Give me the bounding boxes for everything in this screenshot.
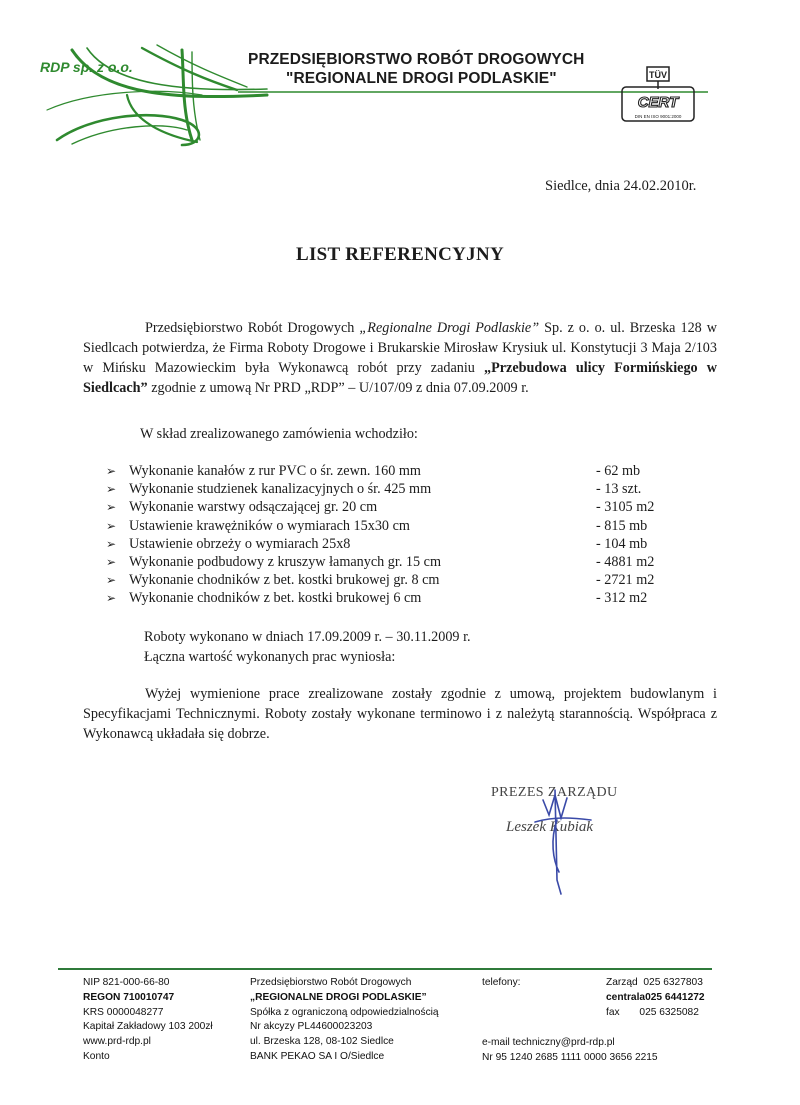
footer-company-name: Przedsiębiorstwo Robót Drogowych bbox=[250, 977, 412, 988]
footer-contact-bank bbox=[482, 1036, 658, 1066]
scope-intro: W skład zrealizowanego zamówienia wchodziło: bbox=[140, 426, 418, 442]
closing-paragraph: Wyżej wymienione prace zrealizowane zostały zgodnie z umową, projektem budowlanym i Specyfikacjami Technicznymi. Roboty zostały wykonane terminowo i z należytą starannością. Współpraca z Wykonawcą układała się dobrze. bbox=[83, 686, 717, 742]
footer-bank-account: Nr 95 1240 2685 1111 0000 3656 2215 bbox=[482, 1051, 658, 1063]
footer-account-label: Konto bbox=[83, 1050, 110, 1062]
total-value-line: Łączna wartość wykonanych prac wyniosła: bbox=[144, 649, 396, 665]
svg-text:CERT: CERT bbox=[637, 94, 679, 111]
work-quantity: - 815 mb bbox=[596, 517, 648, 534]
works-list-item bbox=[106, 480, 706, 498]
work-quantity: - 62 mb bbox=[596, 463, 641, 479]
footer-fax: fax 025 6325082 bbox=[606, 1006, 699, 1018]
svg-text:DIN EN ISO 9001:2000: DIN EN ISO 9001:2000 bbox=[634, 114, 682, 119]
works-list-item bbox=[106, 571, 706, 589]
company-name-line1: PRZEDSIĘBIORSTWO ROBÓT DROGOWYCH bbox=[248, 51, 585, 68]
rdp-road-interchange-logo-graphic bbox=[32, 40, 282, 150]
arrow-bullet-icon: ➢ bbox=[106, 536, 117, 551]
work-description: Ustawienie obrzeży o wymiarach 25x8 bbox=[129, 535, 351, 552]
footer-company-info bbox=[250, 976, 439, 1065]
arrow-bullet-icon: ➢ bbox=[106, 573, 117, 588]
footer-phone-central: centrala025 6441272 bbox=[606, 991, 705, 1003]
logo-text: RDP sp. z o.o. bbox=[40, 59, 133, 75]
company-name-line2: "REGIONALNE DROGI PODLASKIE" bbox=[286, 70, 557, 87]
work-quantity: - 13 szt. bbox=[596, 481, 642, 498]
work-description: Wykonanie kanałów z rur PVC o śr. zewn. 160 mm bbox=[129, 463, 421, 479]
arrow-bullet-icon: ➢ bbox=[106, 518, 117, 533]
arrow-bullet-icon: ➢ bbox=[106, 464, 117, 478]
works-list-item bbox=[106, 589, 706, 607]
handwritten-signature bbox=[495, 760, 605, 900]
works-list-item bbox=[106, 498, 706, 516]
works-list-item bbox=[106, 535, 706, 553]
work-description: Wykonanie chodników z bet. kostki brukowej gr. 8 cm bbox=[129, 572, 440, 589]
footer-phone-numbers bbox=[606, 976, 705, 1020]
arrow-bullet-icon: ➢ bbox=[106, 591, 117, 606]
footer-excise-number: Nr akcyzy PL44600023203 bbox=[250, 1021, 373, 1033]
company-name-italic: „Regionalne Drogi Podlaskie” bbox=[359, 320, 540, 336]
works-list-item bbox=[106, 517, 706, 535]
work-quantity: - 2721 m2 bbox=[596, 572, 655, 589]
footer-krs: KRS 0000048277 bbox=[83, 1006, 164, 1018]
footer-website: www.prd-rdp.pl bbox=[83, 1036, 151, 1048]
footer-nip: NIP 821-000-66-80 bbox=[83, 977, 170, 988]
work-description: Ustawienie krawężników o wymiarach 15x30 cm bbox=[129, 517, 410, 534]
works-dates bbox=[144, 627, 471, 667]
work-quantity: - 3105 m2 bbox=[596, 499, 655, 516]
arrow-bullet-icon: ➢ bbox=[106, 482, 117, 497]
works-list-item bbox=[106, 553, 706, 571]
work-quantity: - 104 mb bbox=[596, 535, 648, 552]
footer-address: ul. Brzeska 128, 08-102 Siedlce bbox=[250, 1036, 394, 1048]
footer-phones-label: telefony: bbox=[482, 977, 521, 988]
svg-text:TÜV: TÜV bbox=[649, 70, 667, 80]
work-description: Wykonanie studzienek kanalizacyjnych o śr. 425 mm bbox=[129, 481, 432, 498]
footer-capital: Kapitał Zakładowy 103 200zł bbox=[83, 1021, 213, 1033]
work-description: Wykonanie chodników z bet. kostki brukowej 6 cm bbox=[129, 590, 422, 607]
footer-bank: BANK PEKAO SA I O/Siedlce bbox=[250, 1050, 385, 1062]
arrow-bullet-icon: ➢ bbox=[106, 500, 117, 515]
tuv-cert-logo bbox=[621, 65, 695, 123]
arrow-bullet-icon: ➢ bbox=[106, 554, 117, 569]
footer-registration-info bbox=[83, 976, 213, 1065]
intro-paragraph: Przedsiębiorstwo Robót Drogowych „Regionalne Drogi Podlaskie” Sp. z o. o. ul. Brzeska 128 w Siedlcach potwierdza, że Firma Roboty Drogowe i Brukarskie Mirosław Krysiuk ul. Konstytucji 3 Maja 2/103 w Mińsku Mazowieckim była Wykonawcą robót przy zadaniu „Przebudowa ulicy Formińskiego w Siedlcach” zgodnie z umową Nr PRD „RDP” – U/107/09 z dnia 07.09.2009 r. bbox=[83, 320, 718, 396]
footer-rule bbox=[58, 968, 712, 970]
work-description: Wykonanie podbudowy z kruszyw łamanych gr. 15 cm bbox=[129, 553, 441, 570]
work-quantity: - 4881 m2 bbox=[596, 553, 655, 570]
works-dates-line: Roboty wykonano w dniach 17.09.2009 r. – 30.11.2009 r. bbox=[144, 629, 471, 645]
footer-regon: REGON 710010747 bbox=[83, 991, 175, 1003]
works-list bbox=[106, 462, 706, 608]
task-name-bold: „Przebudowa ulicy Formińskiego w Siedlcach” bbox=[83, 360, 717, 396]
stamp-name: Leszek Kubiak bbox=[506, 819, 594, 835]
document-title: LIST REFERENCYJNY bbox=[296, 244, 504, 265]
work-description: Wykonanie warstwy odsączającej gr. 20 cm bbox=[129, 499, 378, 516]
works-list-item bbox=[106, 462, 706, 480]
place-and-date: Siedlce, dnia 24.02.2010r. bbox=[545, 178, 697, 194]
footer-phone-board: Zarząd 025 6327803 bbox=[606, 977, 703, 988]
footer-company-type: Spółka z ograniczoną odpowiedzialnością bbox=[250, 1006, 439, 1018]
stamp-title: PREZES ZARZĄDU bbox=[491, 785, 618, 800]
footer-email: e-mail techniczny@prd-rdp.pl bbox=[482, 1037, 615, 1048]
work-quantity: - 312 m2 bbox=[596, 590, 648, 607]
footer-company-name-quoted: „REGIONALNE DROGI PODLASKIE” bbox=[250, 991, 427, 1003]
